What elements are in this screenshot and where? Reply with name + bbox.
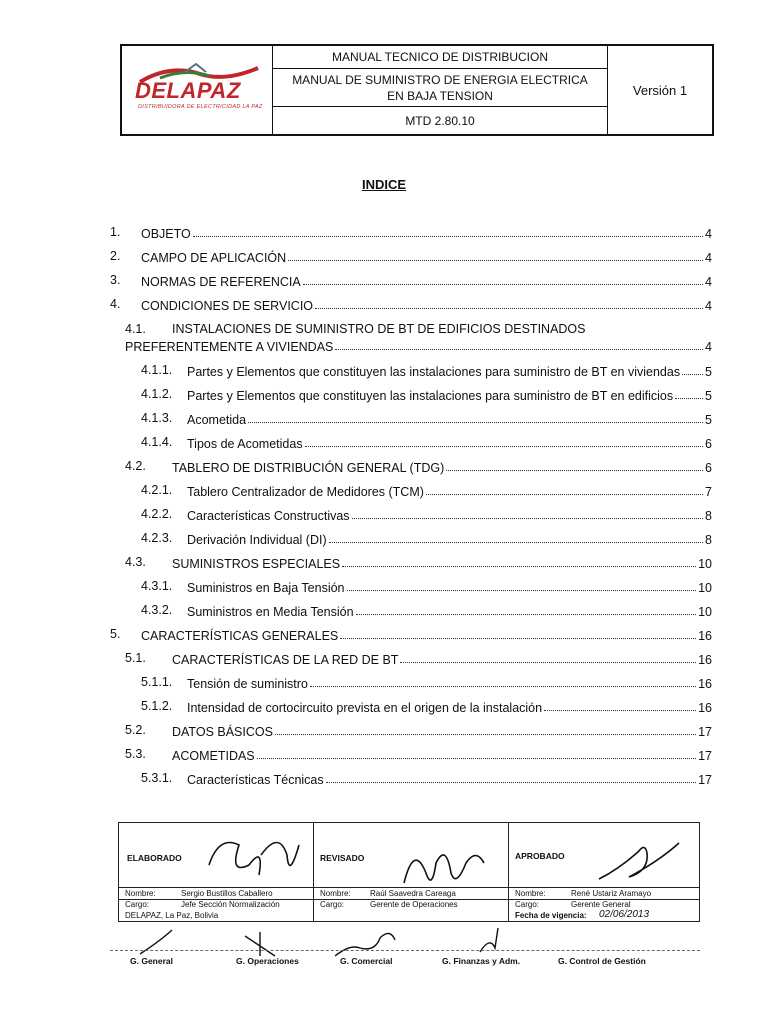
leader-dots: [303, 283, 703, 285]
toc-number: 4.: [110, 297, 121, 311]
toc-text-continued[interactable]: PREFERENTEMENTE A VIVIENDAS: [125, 340, 334, 354]
manual-subtitle-line2: EN BAJA TENSION: [387, 89, 493, 103]
toc-entry[interactable]: [187, 673, 712, 691]
toc-number: 4.1.2.: [141, 387, 173, 401]
toc-entry[interactable]: [187, 529, 712, 547]
toc-entry[interactable]: [141, 223, 712, 241]
index-title: INDICE: [361, 177, 407, 192]
revisado-name: Raúl Saavedra Careaga: [370, 889, 456, 898]
toc-entry[interactable]: [187, 409, 712, 427]
leader-dots: [446, 469, 703, 471]
aprobado-name: René Ustariz Aramayo: [571, 889, 652, 898]
toc-text[interactable]: Suministros en Baja Tensión: [187, 581, 345, 595]
toc-number: 4.3.1.: [141, 579, 173, 593]
toc-text[interactable]: Tipos de Acometidas: [187, 437, 303, 451]
toc-number: 4.1.4.: [141, 435, 173, 449]
toc-number: 5.: [110, 627, 121, 641]
fecha-vigencia-label: Fecha de vigencia:: [515, 911, 587, 920]
toc-entry[interactable]: [187, 601, 712, 619]
leader-dots: [682, 373, 703, 375]
toc-number: 4.2.3.: [141, 531, 173, 545]
elaborado-cargo-label: Cargo:: [125, 900, 150, 909]
toc-entry[interactable]: [172, 721, 712, 739]
revisado-name-label: Nombre:: [320, 889, 351, 898]
fecha-vigencia-value: 02/06/2013: [599, 909, 650, 920]
toc-text[interactable]: ACOMETIDAS: [172, 749, 255, 763]
distribution-item: G. Control de Gestión: [558, 956, 646, 966]
toc-page-number: 7: [705, 485, 712, 499]
toc-page-number: 17: [698, 749, 712, 763]
toc-page-number: 4: [705, 251, 712, 265]
leader-dots: [275, 733, 696, 735]
toc-number: 4.1.: [125, 322, 146, 336]
elaborado-caption: ELABORADO: [127, 853, 182, 863]
toc-page-number: 6: [705, 461, 712, 475]
version-label: Versión 1: [632, 82, 688, 98]
leader-dots: [352, 517, 703, 519]
toc-entry[interactable]: [187, 385, 712, 403]
toc-number: 4.3.2.: [141, 603, 173, 617]
header-title-cell: [273, 46, 608, 134]
toc-page-number: 5: [705, 389, 712, 403]
toc-page-number: 10: [698, 557, 712, 571]
distribution-item: G. Finanzas y Adm.: [442, 956, 521, 966]
toc-text[interactable]: CONDICIONES DE SERVICIO: [141, 299, 314, 313]
leader-dots: [675, 397, 703, 399]
aprobado-signature: [589, 831, 689, 891]
toc-text[interactable]: Partes y Elementos que constituyen las instalaciones para suministro de BT en edificios: [187, 389, 674, 403]
toc-entry[interactable]: [187, 505, 712, 523]
toc-number: 1.: [110, 225, 121, 239]
toc-entry[interactable]: [187, 769, 712, 787]
logo-text: DELAPAZ: [135, 78, 241, 103]
document-code: MTD 2.80.10: [405, 114, 475, 128]
toc-text[interactable]: CARACTERÍSTICAS DE LA RED DE BT: [172, 653, 399, 667]
toc-page-number: 10: [698, 605, 712, 619]
toc-entry[interactable]: [172, 649, 712, 667]
aprobado-name-label: Nombre:: [515, 889, 546, 898]
elaborado-location: DELAPAZ, La Paz, Bolivia: [125, 911, 219, 920]
elaborado-signature: [199, 825, 309, 889]
toc-entry[interactable]: [141, 625, 712, 643]
logo-cell: [122, 46, 273, 134]
revisado-cargo: Gerente de Operaciones: [370, 900, 458, 909]
leader-dots: [426, 493, 703, 495]
toc-entry[interactable]: [172, 457, 712, 475]
toc-number: 4.3.: [125, 555, 146, 569]
toc-text[interactable]: CARACTERÍSTICAS GENERALES: [141, 629, 339, 643]
elaborado-cargo: Jefe Sección Normalización: [181, 900, 280, 909]
toc-text[interactable]: NORMAS DE REFERENCIA: [141, 275, 301, 289]
toc-text[interactable]: INSTALACIONES DE SUMINISTRO DE BT DE EDIFICIOS DESTINADOS: [172, 322, 586, 336]
toc-number: 4.2.: [125, 459, 146, 473]
leader-dots: [257, 757, 696, 759]
leader-dots: [400, 661, 696, 663]
toc-number: 4.1.1.: [141, 363, 173, 377]
aprobado-cargo: Gerente General: [571, 900, 631, 909]
toc-page-number: 4: [705, 340, 712, 354]
leader-dots: [305, 445, 703, 447]
toc-text[interactable]: OBJETO: [141, 227, 191, 241]
aprobado-caption: APROBADO: [515, 851, 565, 861]
toc-text[interactable]: Partes y Elementos que constituyen las instalaciones para suministro de BT en viviendas: [187, 365, 681, 379]
toc-text[interactable]: CAMPO DE APLICACIÓN: [141, 251, 287, 265]
divider: [314, 887, 508, 888]
toc-page-number: 16: [698, 701, 712, 715]
toc-text[interactable]: DATOS BÁSICOS: [172, 725, 273, 739]
leader-dots: [193, 235, 703, 237]
toc-text[interactable]: SUMINISTROS ESPECIALES: [172, 557, 341, 571]
elaborado-name: Sergio Bustillos Caballero: [181, 889, 273, 898]
toc-text[interactable]: Características Constructivas: [187, 509, 350, 523]
toc-number: 5.1.2.: [141, 699, 173, 713]
toc-page-number: 16: [698, 677, 712, 691]
revisado-column: [314, 823, 509, 921]
divider: [119, 887, 313, 888]
leader-dots: [342, 565, 696, 567]
logo-tagline: DISTRIBUIDORA DE ELECTRICIDAD LA PAZ: [138, 104, 263, 110]
elaborado-column: [119, 823, 314, 921]
toc-page-number: 16: [698, 653, 712, 667]
document-header: [120, 44, 714, 136]
divider: [509, 887, 699, 888]
leader-dots: [315, 307, 703, 309]
toc-number: 5.3.: [125, 747, 146, 761]
toc-page-number: 5: [705, 365, 712, 379]
toc-page-number: 17: [698, 773, 712, 787]
revisado-cargo-label: Cargo:: [320, 900, 345, 909]
leader-dots: [326, 781, 696, 783]
aprobado-column: [509, 823, 699, 921]
toc-number: 5.2.: [125, 723, 146, 737]
leader-dots: [310, 685, 696, 687]
distribution-row: [110, 950, 700, 971]
distribution-item: G. Comercial: [340, 956, 393, 966]
toc-entry[interactable]: [187, 433, 712, 451]
leader-dots: [248, 421, 703, 423]
toc-entry[interactable]: [187, 361, 712, 379]
toc-page-number: 17: [698, 725, 712, 739]
toc-number: 5.1.: [125, 651, 146, 665]
leader-dots: [335, 348, 703, 350]
toc-page-number: 8: [705, 509, 712, 523]
toc-text[interactable]: Tablero Centralizador de Medidores (TCM): [187, 485, 424, 499]
toc-entry[interactable]: [187, 577, 712, 595]
manual-subtitle: [273, 69, 607, 107]
toc-entry[interactable]: [125, 336, 712, 354]
leader-dots: [347, 589, 697, 591]
leader-dots: [544, 709, 696, 711]
toc-page-number: 4: [705, 275, 712, 289]
leader-dots: [340, 637, 696, 639]
toc-number: 5.1.1.: [141, 675, 173, 689]
manual-title: MANUAL TECNICO DE DISTRIBUCION: [273, 46, 607, 69]
revisado-caption: REVISADO: [320, 853, 365, 863]
toc-number: 3.: [110, 273, 121, 287]
toc-text[interactable]: Derivación Individual (DI): [187, 533, 327, 547]
toc-number: 4.1.3.: [141, 411, 173, 425]
toc-entry[interactable]: [187, 481, 712, 499]
toc-entry[interactable]: [172, 553, 712, 571]
toc-page-number: 16: [698, 629, 712, 643]
signature-block: [118, 822, 700, 922]
toc-entry[interactable]: [141, 247, 712, 265]
toc-page-number: 8: [705, 533, 712, 547]
leader-dots: [329, 541, 703, 543]
toc-text[interactable]: Acometida: [187, 413, 247, 427]
elaborado-name-label: Nombre:: [125, 889, 156, 898]
toc-number: 2.: [110, 249, 121, 263]
toc-entry[interactable]: [141, 271, 712, 289]
manual-subtitle-line1: MANUAL DE SUMINISTRO DE ENERGIA ELECTRICA: [292, 73, 588, 87]
toc-page-number: 4: [705, 299, 712, 313]
aprobado-cargo-label: Cargo:: [515, 900, 540, 909]
toc-entry[interactable]: [187, 697, 712, 715]
leader-dots: [288, 259, 703, 261]
toc-number: 5.3.1.: [141, 771, 173, 785]
toc-text[interactable]: Intensidad de cortocircuito prevista en el origen de la instalación: [187, 701, 543, 715]
toc-text[interactable]: Características Técnicas: [187, 773, 324, 787]
leader-dots: [356, 613, 697, 615]
toc-text[interactable]: TABLERO DE DISTRIBUCIÓN GENERAL (TDG): [172, 461, 445, 475]
toc-page-number: 6: [705, 437, 712, 451]
toc-number: 4.2.2.: [141, 507, 173, 521]
toc-page-number: 5: [705, 413, 712, 427]
toc-entry[interactable]: [141, 295, 712, 313]
toc-number: 4.2.1.: [141, 483, 173, 497]
toc-text[interactable]: Suministros en Media Tensión: [187, 605, 354, 619]
toc-text[interactable]: Tensión de suministro: [187, 677, 308, 691]
distribution-item: G. General: [130, 956, 173, 966]
distribution-item: G. Operaciones: [236, 956, 299, 966]
toc-page-number: 4: [705, 227, 712, 241]
toc-page-number: 10: [698, 581, 712, 595]
toc-entry[interactable]: [172, 745, 712, 763]
